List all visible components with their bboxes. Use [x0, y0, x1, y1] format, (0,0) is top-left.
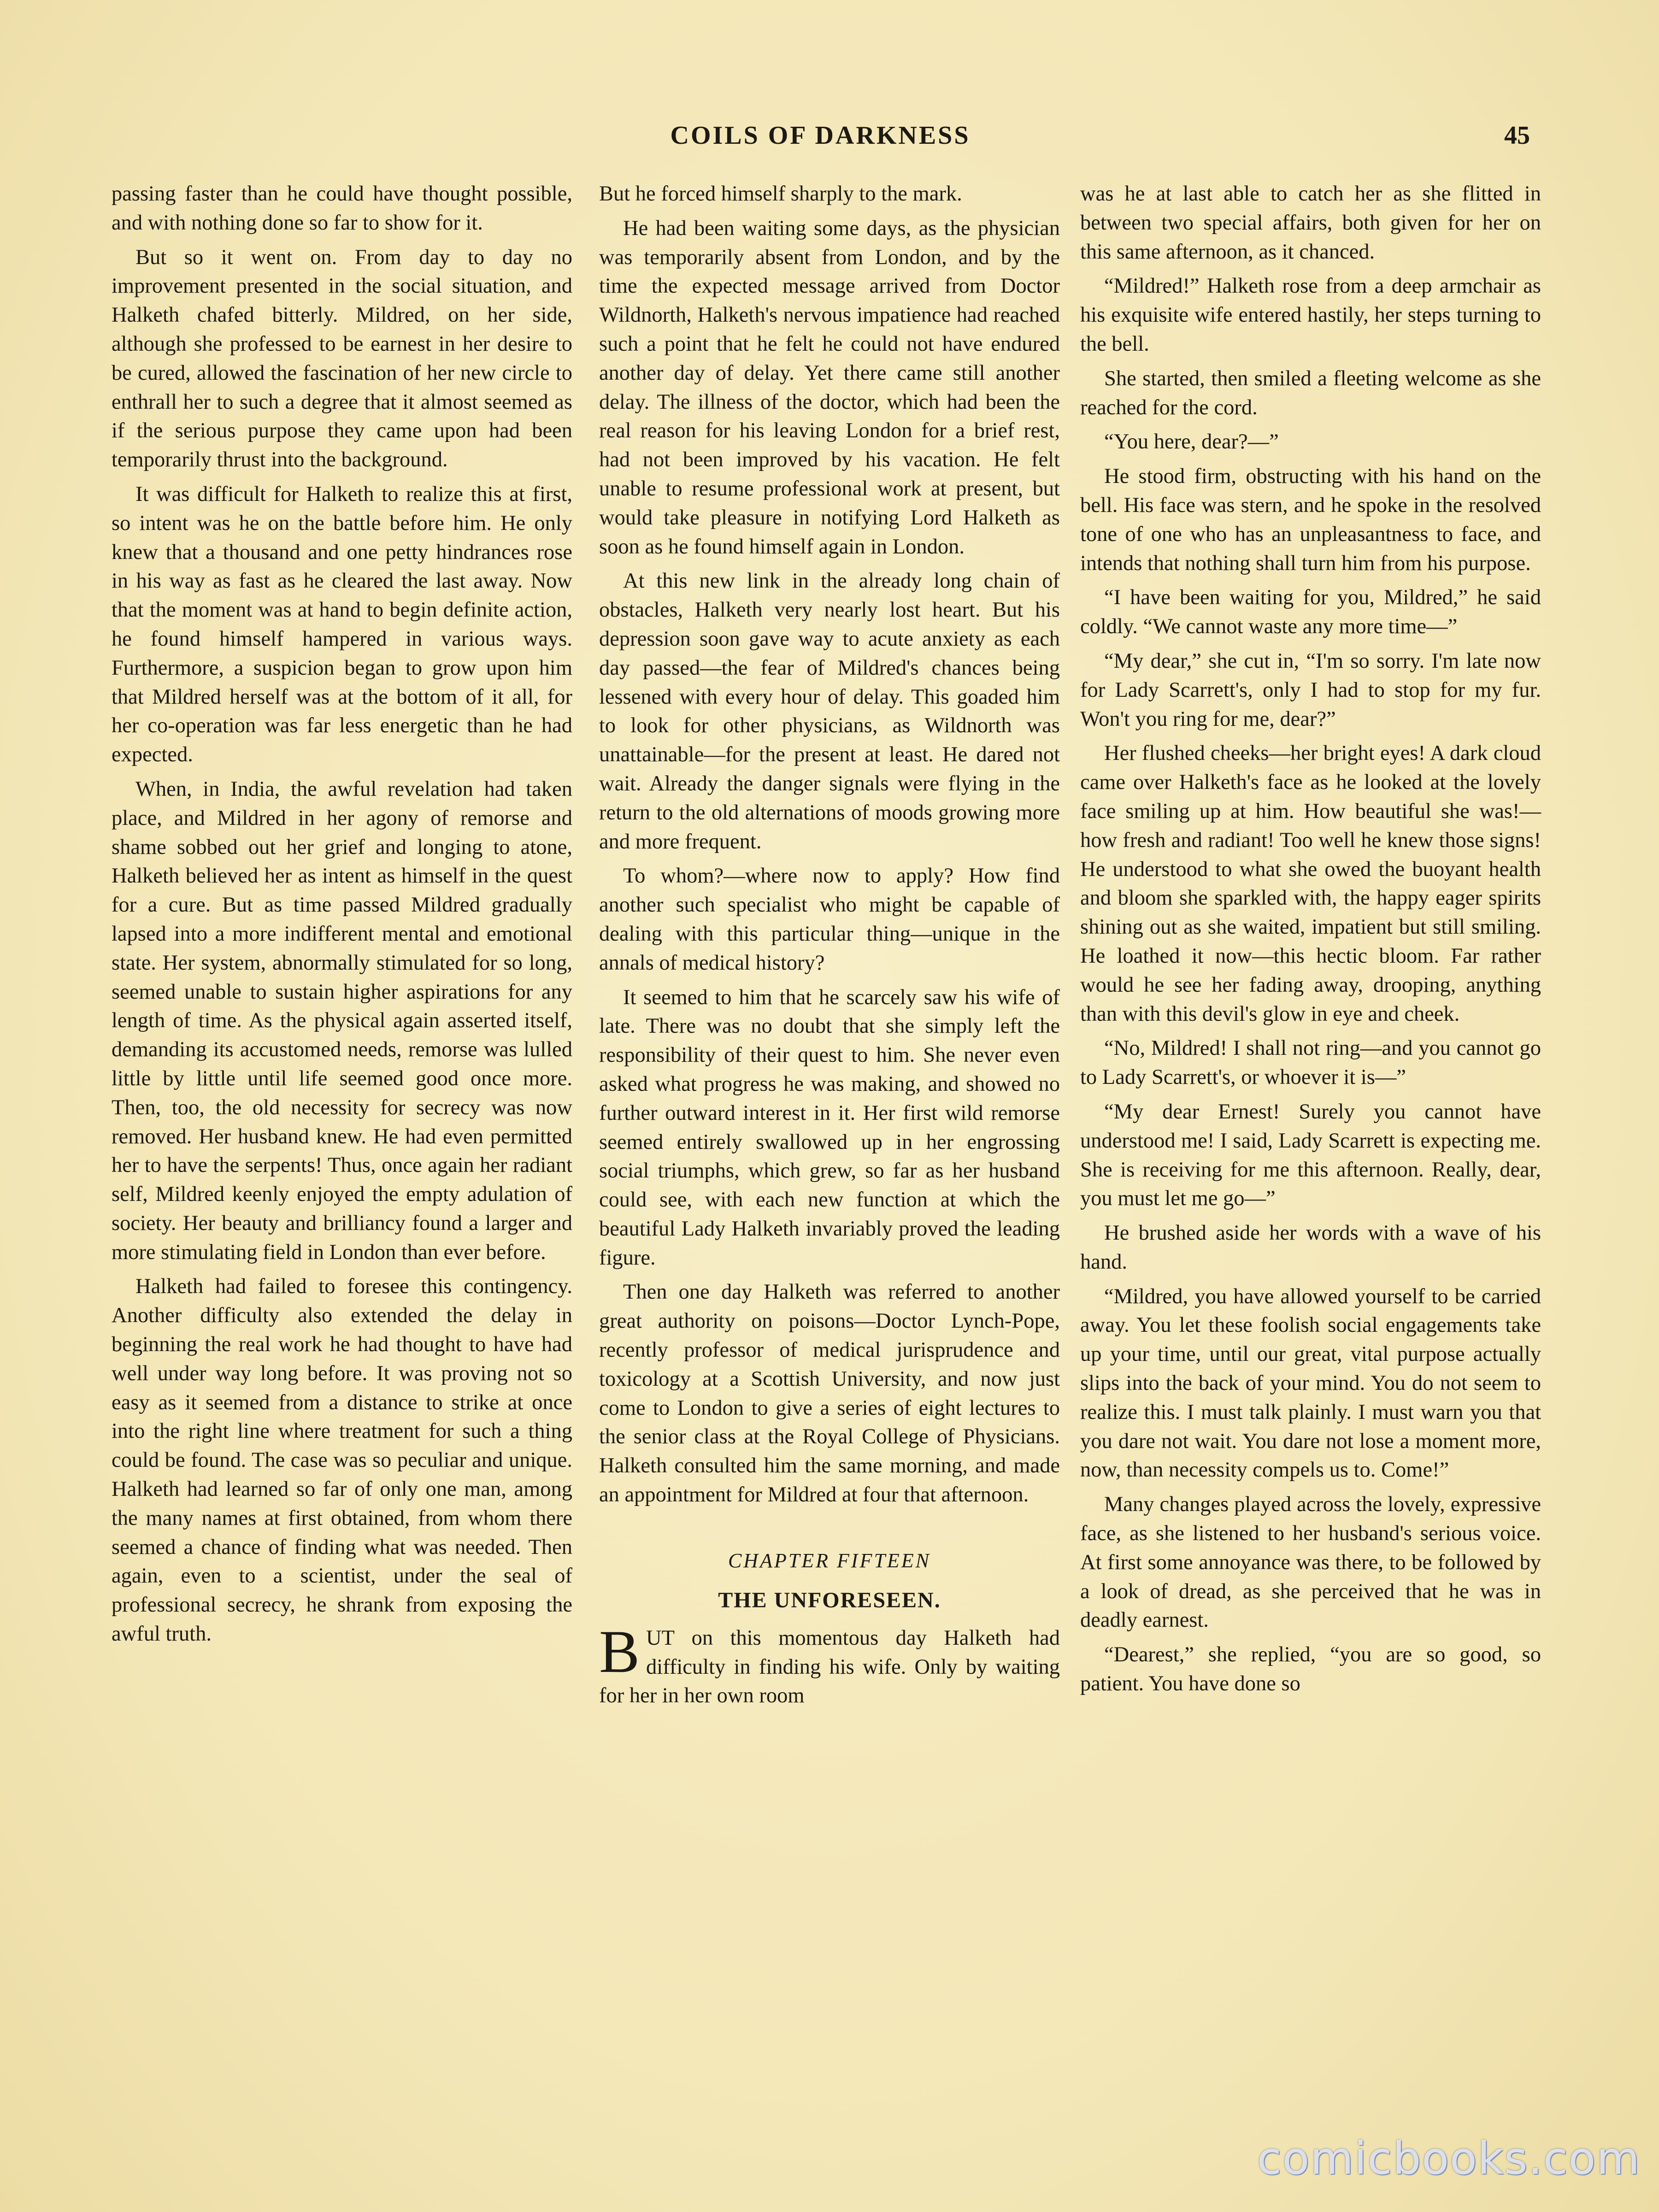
paragraph: Halketh had failed to foresee this contingency. Another difficulty also extended the delay in beginning the real work he had thought to have had well under way long before. It was proving not so easy as it seemed from a distance to strike at once into the right line where treatment for such a thing could be found. The case was so peculiar and unique. Halketh had learned so far of only one man, among the many names at first obtained, from whom there seemed a chance of finding what was needed. Then again, even to a scientist, under the seal of professional secrecy, he shrank from exposing the awful truth.	[112, 1275, 572, 1646]
paragraph: “I have been waiting for you, Mildred,” he said coldly. “We cannot waste any more time—”	[1080, 586, 1541, 639]
watermark: comicbooks.com	[1257, 2133, 1641, 2184]
paragraph: He had been waiting some days, as the physician was temporarily absent from London, and by the time the expected message arrived from Doctor Wildnorth, Halketh's nervous impatience had reached such a point that he felt he could not have endured another day of delay. Yet there came still another delay. The illness of the doctor, which had been the real reason for his leaving London for a brief rest, had not been improved by his vacation. He felt unable to resume professional work at present, but would take pleasure in notifying Lord Halketh as soon as he found himself again in London.	[599, 216, 1060, 559]
paragraph: “My dear,” she cut in, “I'm so sorry. I'm late now for Lady Scarrett's, only I had to stop for my fur. Won't you ring for me, dear?”	[1080, 649, 1541, 731]
chapter-opening-paragraph	[599, 1617, 1060, 1711]
paragraph: “You here, dear?—”	[1104, 430, 1279, 454]
paragraph: “Mildred, you have allowed yourself to be carried away. You let these foolish social engagements take up your time, until our great, vital purpose actually slips into the back of your mind. You do not seem to realize this. I must talk plainly. I must warn you that you dare not wait. You dare not lose a moment more, now, than necessity compels us to. Come!”	[1080, 1284, 1541, 1482]
text-column-3	[1080, 180, 1541, 1704]
paragraph: passing faster than he could have thought possible, and with nothing done so far to show for it.	[112, 182, 572, 235]
paragraph: He stood firm, obstructing with his hand on the bell. His face was stern, and he spoke in the resolved tone of one who has an unpleasantness to face, and intends that nothing shall turn him from his purpose.	[1080, 465, 1541, 575]
paragraph: “Mildred!” Halketh rose from a deep armchair as his exquisite wife entered hastily, her steps turning to the bell.	[1080, 274, 1541, 356]
chapter-heading	[599, 1547, 1060, 1615]
chapter-number: CHAPTER FIFTEEN	[728, 1549, 931, 1572]
paragraph: At this new link in the already long chain of obstacles, Halketh very nearly lost heart. But his depression soon gave way to acute anxiety as each day passed—the fear of Mildred's chances being lessened with every hour of delay. This goaded him to look for other physicians, as Wildnorth was unattainable—for the present at least. He dared not wait. Already the danger signals were flying in the return to the old alternations of moods growing more and more frequent.	[599, 569, 1060, 853]
chapter-opening-text: UT on this momentous day Halketh had difficulty in finding his wife. Only by waiting for her in her own room	[599, 1626, 1060, 1708]
paragraph: “My dear Ernest! Surely you cannot have understood me! I said, Lady Scarrett is expecting me. She is receiving for me this afternoon. Really, dear, you must let me go—”	[1080, 1100, 1541, 1211]
paragraph: It seemed to him that he scarcely saw his wife of late. There was no doubt that she simply left the responsibility of their quest to him. She never even asked what progress he was making, and showed no further outward interest in it. Her first wild remorse seemed entirely swallowed up in her engrossing social triumphs, which grew, so far as her husband could see, with each new function at which the beautiful Lady Halketh invariably proved the leading figure.	[599, 985, 1060, 1270]
paragraph: “Dearest,” she replied, “you are so good, so patient. You have done so	[1080, 1643, 1541, 1696]
paragraph: He brushed aside her words with a wave of his hand.	[1080, 1221, 1541, 1274]
text-column-2	[599, 180, 1060, 1716]
paragraph: It was difficult for Halketh to realize this at first, so intent was he on the battle before him. He only knew that a thousand and one petty hindrances rose in his way as fast as he cleared the last away. Now that the moment was at hand to begin definite action, he found himself hampered in various ways. Furthermore, a suspicion began to grow upon him that Mildred herself was at the bottom of it all, for her co-operation was far less energetic than he had expected.	[112, 482, 572, 767]
paragraph: Her flushed cheeks—her bright eyes! A dark cloud came over Halketh's face as he looked at the lovely face smiling up at him. How beautiful she was!—how fresh and radiant! Too well he knew those signs! He understood to what she owed the buoyant health and bloom she sparkled with, the happy eager spirits shining out as she waited, impatient but still smiling. He loathed it now—this hectic bloom. Far rather would he see her fading away, drooping, anything than with this devil's glow in eye and cheek.	[1080, 741, 1541, 1026]
paragraph: But so it went on. From day to day no improvement presented in the social situation, and Halketh chafed bitterly. Mildred, on her side, although she professed to be earnest in her desire to be cured, allowed the fascination of her new circle to enthrall her to such a degree that it almost seemed as if the serious purpose they came upon had been temporarily thrust into the background.	[112, 245, 572, 472]
page-header	[111, 121, 1530, 158]
chapter-title: THE UNFORESEEN.	[718, 1588, 941, 1612]
paragraph: To whom?—where now to apply? How find another such specialist who might be capable of dealing with this particular thing—unique in the annals of medical history?	[599, 864, 1060, 975]
running-title: COILS OF DARKNESS	[670, 121, 971, 150]
drop-cap: B	[599, 1617, 640, 1685]
paragraph: She started, then smiled a fleeting welcome as she reached for the cord.	[1080, 366, 1541, 419]
paragraph: Many changes played across the lovely, expressive face, as she listened to her husband's serious voice. At first some annoyance was there, to be followed by a look of dread, as she perceived that he was in deadly earnest.	[1080, 1493, 1541, 1632]
paragraph: When, in India, the awful revelation had taken place, and Mildred in her agony of remorse and shame sobbed out her grief and longing to atone, Halketh believed her as intent as himself in the quest for a cure. But as time passed Mildred gradually lapsed into a more indifferent mental and emotional state. Her system, abnormally stimulated for so long, seemed unable to sustain higher aspirations for any length of time. As the physical again asserted itself, demanding its accustomed needs, remorse was lulled little by little until life seemed good once more. Then, too, the old necessity for secrecy was now removed. Her husband knew. He had even permitted her to have the serpents! Thus, once again her radiant self, Mildred keenly enjoyed the empty adulation of society. Her beauty and brilliancy found a larger and more stimulating field in London than ever before.	[112, 777, 572, 1264]
paragraph: Then one day Halketh was referred to another great authority on poisons—Doctor Lynch-Pope, recently professor of medical jurisprudence and toxicology at a Scottish University, and now just come to London to give a series of eight lectures to the senior class at the Royal College of Physicians. Halketh consulted him the same morning, and made an appointment for Mildred at four that afternoon.	[599, 1280, 1060, 1507]
text-column-1	[112, 180, 572, 1654]
page-number: 45	[1504, 121, 1530, 150]
paragraph: But he forced himself sharply to the mark.	[599, 182, 962, 206]
paragraph: was he at last able to catch her as she flitted in between two special affairs, both given for her on this same afternoon, as it chanced.	[1080, 182, 1541, 264]
paragraph: “No, Mildred! I shall not ring—and you cannot go to Lady Scarrett's, or whoever it is—”	[1080, 1036, 1541, 1089]
